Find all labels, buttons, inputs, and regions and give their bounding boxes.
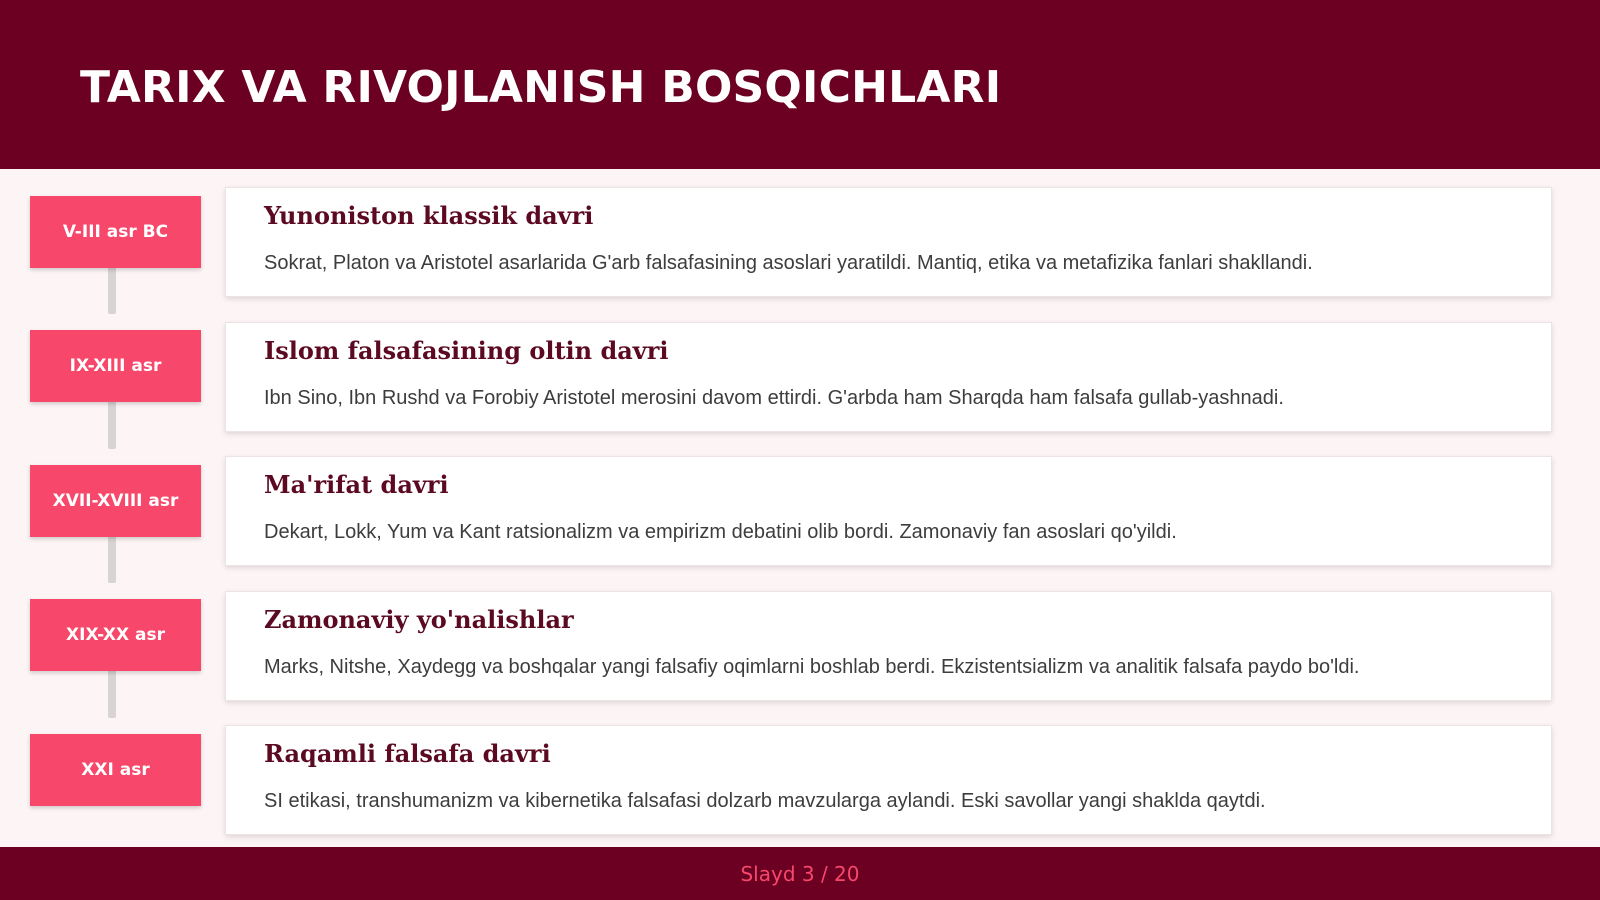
card-title: Raqamli falsafa davri xyxy=(264,739,551,768)
card-description: SI etikasi, transhumanizm va kibernetika falsafasi dolzarb mavzularga aylandi. Eski savollar yangi shaklda qaytdi. xyxy=(264,790,1266,812)
era-badge: V-III asr BC xyxy=(30,196,201,268)
era-badge: XIX-XX asr xyxy=(30,599,201,671)
card-title: Yunoniston klassik davri xyxy=(264,201,594,230)
timeline-connector xyxy=(108,266,116,314)
card-description: Ibn Sino, Ibn Rushd va Forobiy Aristotel merosini davom ettirdi. G'arbda ham Sharqda ham falsafa gullab-yashnadi. xyxy=(264,387,1284,409)
timeline-connector xyxy=(108,670,116,718)
timeline-card xyxy=(225,591,1552,701)
timeline-card xyxy=(225,725,1552,835)
slide-footer xyxy=(0,847,1600,900)
timeline-card xyxy=(225,187,1552,297)
timeline-card xyxy=(225,456,1552,566)
era-badge: XVII-XVIII asr xyxy=(30,465,201,537)
slide-counter: Slayd 3 / 20 xyxy=(740,861,860,886)
card-description: Dekart, Lokk, Yum va Kant ratsionalizm va empirizm debatini olib bordi. Zamonaviy fan asoslari qo'yildi. xyxy=(264,521,1177,543)
card-title: Zamonaviy yo'nalishlar xyxy=(264,605,574,634)
card-title: Islom falsafasining oltin davri xyxy=(264,336,669,365)
timeline-card xyxy=(225,322,1552,432)
slide-header xyxy=(0,0,1600,169)
era-badge: IX-XIII asr xyxy=(30,330,201,402)
timeline-connector xyxy=(108,535,116,583)
timeline-connector xyxy=(108,401,116,449)
era-badge: XXI asr xyxy=(30,734,201,806)
card-description: Marks, Nitshe, Xaydegg va boshqalar yangi falsafiy oqimlarni boshlab berdi. Ekzistentsializm va analitik falsafa paydo bo'ldi. xyxy=(264,656,1360,678)
card-description: Sokrat, Platon va Aristotel asarlarida G'arb falsafasining asoslari yaratildi. Mantiq, etika va metafizika fanlari shakllandi. xyxy=(264,252,1313,274)
card-title: Ma'rifat davri xyxy=(264,470,449,499)
slide-title: TARIX VA RIVOJLANISH BOSQICHLARI xyxy=(80,62,1002,113)
